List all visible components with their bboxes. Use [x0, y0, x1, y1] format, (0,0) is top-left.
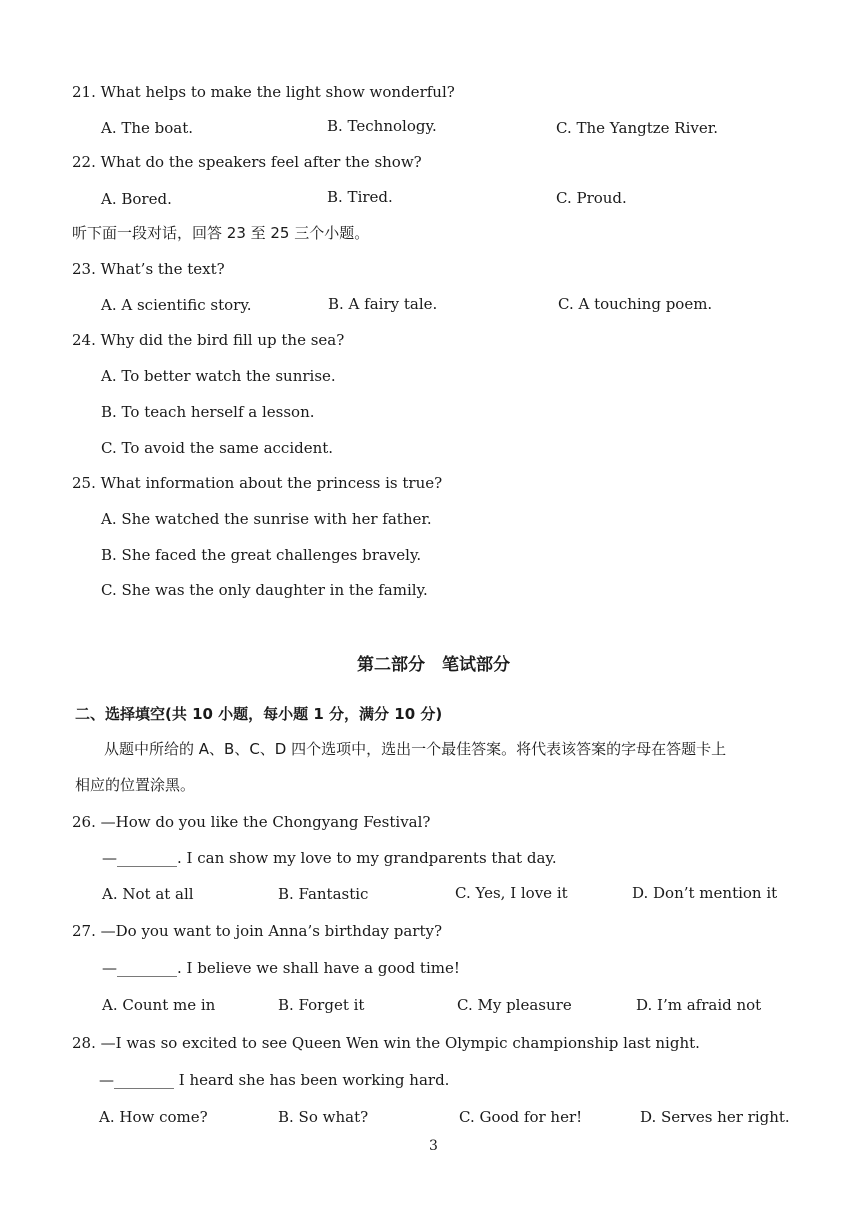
question-25-stem: 25. What information about the princess is true? [72, 474, 443, 492]
question-23-option-b: B. A fairy tale. [328, 295, 438, 313]
question-27-option-b: B. Forget it [278, 996, 365, 1014]
question-22-option-c: C. Proud. [556, 189, 627, 207]
question-25-option-a: A. She watched the sunrise with her father. [101, 510, 432, 528]
question-28-reply: —________ I heard she has been working hard. [99, 1071, 450, 1089]
question-23-stem: 23. What’s the text? [72, 260, 225, 278]
question-22-option-a: A. Bored. [101, 190, 172, 208]
question-23-option-c: C. A touching poem. [558, 295, 713, 313]
question-26-option-d: D. Don’t mention it [632, 884, 778, 902]
question-25-option-c: C. She was the only daughter in the family. [101, 581, 428, 599]
section-instruction-line-1: 从题中所给的 A、B、C、D 四个选项中，选出一个最佳答案。将代表该答案的字母在答题卡上 [104, 740, 727, 758]
part-two-title: 第二部分 笔试部分 [357, 655, 510, 675]
question-28-option-c: C. Good for her! [459, 1108, 583, 1126]
question-22-stem: 22. What do the speakers feel after the show? [72, 153, 422, 171]
question-27-option-c: C. My pleasure [457, 996, 572, 1014]
question-21-stem: 21. What helps to make the light show wonderful? [72, 83, 455, 101]
question-28-stem: 28. —I was so excited to see Queen Wen win the Olympic championship last night. [72, 1034, 700, 1052]
question-21-option-c: C. The Yangtze River. [556, 119, 719, 137]
section-instruction-line-2: 相应的位置涂黑。 [75, 776, 196, 794]
question-21-option-a: A. The boat. [101, 119, 194, 137]
question-24-option-c: C. To avoid the same accident. [101, 439, 334, 457]
page-number: 3 [429, 1138, 438, 1154]
question-21-option-b: B. Technology. [327, 117, 437, 135]
question-26-option-a: A. Not at all [102, 885, 194, 903]
question-26-reply: —________. I can show my love to my grandparents that day. [102, 849, 557, 867]
question-26-option-c: C. Yes, I love it [455, 884, 568, 902]
question-27-stem: 27. —Do you want to join Anna’s birthday party? [72, 922, 442, 940]
question-25-option-b: B. She faced the great challenges bravely. [101, 546, 422, 564]
question-27-option-a: A. Count me in [102, 996, 216, 1014]
question-26-option-b: B. Fantastic [278, 885, 369, 903]
question-28-option-d: D. Serves her right. [640, 1108, 790, 1126]
question-27-reply: —________. I believe we shall have a good time! [102, 959, 460, 977]
question-27-option-d: D. I’m afraid not [636, 996, 762, 1014]
question-24-option-a: A. To better watch the sunrise. [101, 367, 336, 385]
question-22-option-b: B. Tired. [327, 188, 393, 206]
question-24-option-b: B. To teach herself a lesson. [101, 403, 315, 421]
question-23-option-a: A. A scientific story. [101, 296, 252, 314]
question-26-stem: 26. —How do you like the Chongyang Festival? [72, 813, 431, 831]
question-28-option-b: B. So what? [278, 1108, 369, 1126]
section-heading: 二、选择填空(共 10 小题，每小题 1 分，满分 10 分) [75, 705, 443, 723]
question-28-option-a: A. How come? [99, 1108, 208, 1126]
dialogue-instruction: 听下面一段对话，回答 23 至 25 三个小题。 [72, 224, 370, 242]
question-24-stem: 24. Why did the bird fill up the sea? [72, 331, 345, 349]
